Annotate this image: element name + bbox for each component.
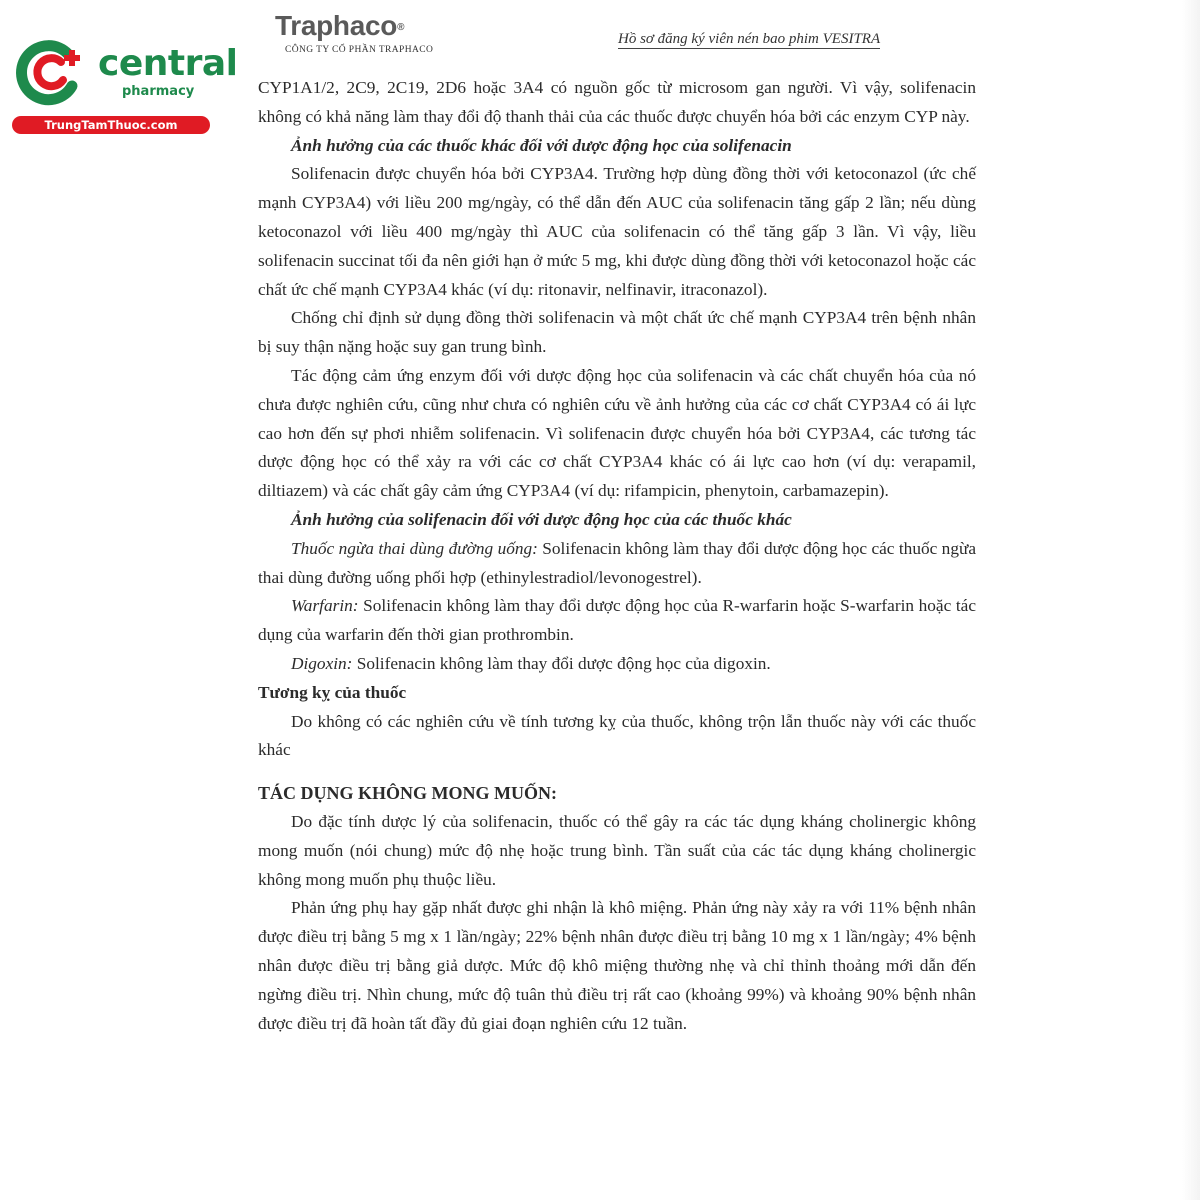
paragraph: CYP1A1/2, 2C9, 2C19, 2D6 hoặc 3A4 có nguồn gốc từ microsom gan người. Vì vậy, solifenacin không có khả năng làm thay đổi độ thanh thải của các thuốc được chuyển hóa bởi các enzym CYP này. bbox=[258, 78, 976, 126]
section-heading: TÁC DỤNG KHÔNG MONG MUỐN: bbox=[258, 783, 557, 804]
paragraph: Phản ứng phụ hay gặp nhất được ghi nhận là khô miệng. Phản ứng này xảy ra với 11% bệnh nhân được điều trị bằng 5 mg x 1 lần/ngày; 22% bệnh nhân được điều trị bằng 10 mg x 1 lần/ngày; 4% bệnh nhân được điều trị bằng giả dược. Mức độ khô miệng thường nhẹ và chỉ thỉnh thoảng mới dẫn đến ngừng điều trị. Nhìn chung, mức độ tuân thủ điều trị rất cao (khoảng 99%) và khoảng 90% bệnh nhân được điều trị đã hoàn tất đầy đủ giai đoạn nghiên cứu 12 tuần. bbox=[258, 898, 976, 1033]
traphaco-header bbox=[275, 10, 433, 55]
inline-label: Thuốc ngừa thai dùng đường uống: bbox=[291, 538, 538, 558]
paragraph: Do đặc tính dược lý của solifenacin, thuốc có thể gây ra các tác dụng kháng cholinergic không mong muốn (nói chung) mức độ nhẹ hoặc trung bình. Tần suất của các tác dụng kháng cholinergic không mong muốn phụ thuộc liều. bbox=[258, 811, 976, 889]
logo-name: central bbox=[98, 43, 238, 84]
company-name: Traphaco® bbox=[275, 10, 405, 41]
logo-subtitle: pharmacy bbox=[122, 84, 195, 99]
paragraph: Digoxin: Solifenacin không làm thay đổi dược động học của digoxin. bbox=[291, 653, 771, 673]
company-subtitle: CÔNG TY CỔ PHẦN TRAPHACO bbox=[285, 45, 434, 55]
paragraph: Chống chỉ định sử dụng đồng thời solifenacin và một chất ức chế mạnh CYP3A4 trên bệnh nhân bị suy thận nặng hoặc suy gan trung bình. bbox=[258, 308, 976, 357]
paragraph: Warfarin: Solifenacin không làm thay đổi dược động học của R-warfarin hoặc S-warfarin hoặc tác dụng của warfarin đến thời gian prothrombin. bbox=[258, 596, 976, 645]
logo-site-banner: TrungTamThuoc.com bbox=[12, 116, 210, 134]
inline-label: Digoxin: bbox=[291, 653, 353, 673]
section-subheading: Ảnh hưởng của solifenacin đối với dược động học của các thuốc khác bbox=[291, 509, 792, 529]
registered-mark: ® bbox=[397, 22, 405, 33]
section-heading: Tương kỵ của thuốc bbox=[258, 682, 407, 702]
paragraph: Thuốc ngừa thai dùng đường uống: Solifenacin không làm thay đổi dược động học các thuốc ngừa thai dùng đường uống phối hợp (ethinylestradiol/levonogestrel). bbox=[258, 538, 976, 587]
document-title: Hồ sơ đăng ký viên nén bao phim VESITRA bbox=[618, 31, 881, 47]
inline-label: Warfarin: bbox=[291, 596, 359, 616]
section-subheading: Ảnh hưởng của các thuốc khác đối với dược động học của solifenacin bbox=[291, 135, 792, 155]
central-pharmacy-mark-icon bbox=[12, 40, 90, 106]
paragraph: Do không có các nghiên cứu về tính tương kỵ của thuốc, không trộn lẫn thuốc này với các thuốc khác bbox=[258, 711, 976, 760]
document-body bbox=[258, 74, 976, 1038]
paragraph: Tác động cảm ứng enzym đối với dược động học của solifenacin và các chất chuyển hóa của nó chưa được nghiên cứu, cũng như chưa có nghiên cứu về ảnh hưởng của các cơ chất CYP3A4 có ái lực cao hơn đến sự phơi nhiễm solifenacin. Vì solifenacin được chuyển hóa bởi CYP3A4, các tương tác dược động học có thể xảy ra với các cơ chất CYP3A4 khác có ái lực cao hơn (ví dụ: verapamil, diltiazem) và các chất gây cảm ứng CYP3A4 (ví dụ: rifampicin, phenytoin, carbamazepin). bbox=[258, 365, 976, 501]
page-edge-shade bbox=[1182, 0, 1200, 1200]
paragraph: Solifenacin được chuyển hóa bởi CYP3A4. Trường hợp dùng đồng thời với ketoconazol (ức chế mạnh CYP3A4) với liều 200 mg/ngày, có thể dẫn đến AUC của solifenacin tăng gấp 2 lần; nếu dùng ketoconazol với liều 400 mg/ngày thì AUC của solifenacin có thể tăng gấp 3 lần. Vì vậy, liều solifenacin succinat tối đa nên giới hạn ở mức 5 mg, khi được dùng đồng thời với ketoconazol hoặc các chất ức chế mạnh CYP3A4 khác (ví dụ: ritonavir, nelfinavir, itraconazol). bbox=[258, 164, 976, 299]
central-pharmacy-logo bbox=[10, 38, 238, 138]
